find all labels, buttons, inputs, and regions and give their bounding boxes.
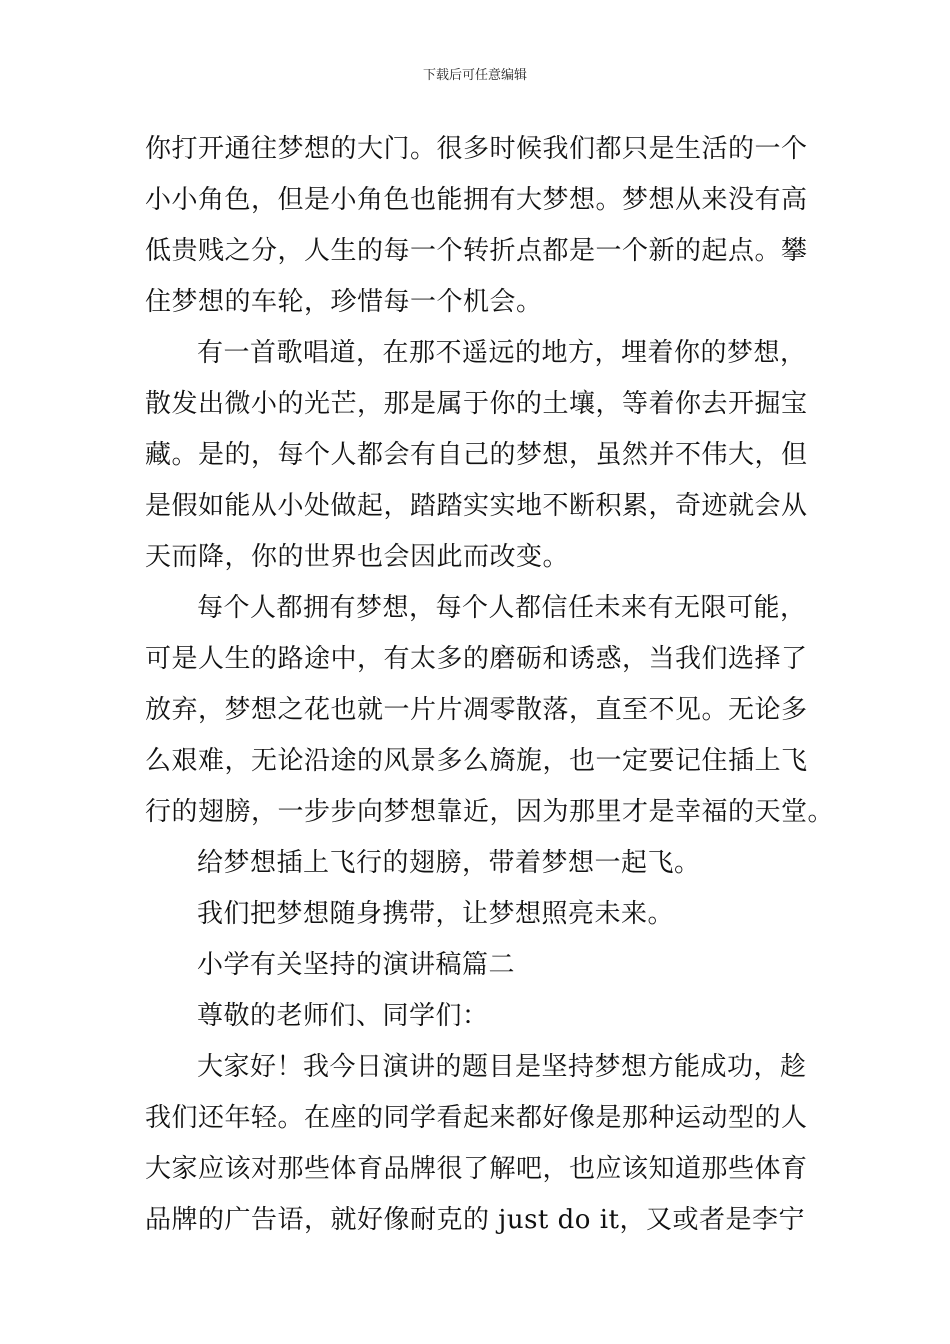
text-line: 大家应该对那些体育品牌很了解吧，也应该知道那些体育 bbox=[145, 1154, 808, 1184]
text-line: 散发出微小的光芒，那是属于你的土壤，等着你去开掘宝 bbox=[145, 389, 808, 419]
document-body bbox=[145, 124, 835, 1246]
page-header: 下载后可任意编辑 bbox=[422, 68, 527, 83]
text-line: 小小角色，但是小角色也能拥有大梦想。梦想从来没有高 bbox=[145, 185, 808, 215]
text-line: 我们还年轻。在座的同学看起来都好像是那种运动型的人 bbox=[145, 1103, 808, 1133]
text-line: 是假如能从小处做起，踏踏实实地不断积累，奇迹就会从 bbox=[145, 491, 808, 521]
text-line: 住梦想的车轮，珍惜每一个机会。 bbox=[145, 287, 543, 317]
text-line: 有一首歌唱道，在那不遥远的地方，埋着你的梦想， bbox=[197, 338, 807, 368]
salutation: 尊敬的老师们、同学们： bbox=[197, 1001, 489, 1031]
text-line: 低贵贱之分，人生的每一个转折点都是一个新的起点。攀 bbox=[145, 236, 808, 266]
text-line: 天而降，你的世界也会因此而改变。 bbox=[145, 542, 570, 572]
text-line: 么艰难，无论沿途的风景多么旖旎，也一定要记住插上飞 bbox=[145, 746, 808, 776]
text-line: 行的翅膀，一步步向梦想靠近，因为那里才是幸福的天堂。 bbox=[145, 797, 835, 827]
text-line: 我们把梦想随身携带，让梦想照亮未来。 bbox=[197, 899, 675, 929]
text-line: 品牌的广告语，就好像耐克的 just do it，又或者是李宁 bbox=[145, 1205, 805, 1235]
section-heading: 小学有关坚持的演讲稿篇二 bbox=[197, 950, 516, 980]
text-line: 藏。是的，每个人都会有自己的梦想，虽然并不伟大，但 bbox=[145, 440, 808, 470]
text-line: 给梦想插上飞行的翅膀，带着梦想一起飞。 bbox=[197, 848, 701, 878]
text-line: 每个人都拥有梦想，每个人都信任未来有无限可能， bbox=[197, 593, 807, 623]
text-line: 可是人生的路途中，有太多的磨砺和诱惑，当我们选择了 bbox=[145, 644, 808, 674]
text-line: 放弃，梦想之花也就一片片凋零散落，直至不见。无论多 bbox=[145, 695, 808, 725]
text-line: 大家好！我今日演讲的题目是坚持梦想方能成功，趁 bbox=[197, 1052, 807, 1082]
text-line: 你打开通往梦想的大门。很多时候我们都只是生活的一个 bbox=[145, 134, 808, 164]
